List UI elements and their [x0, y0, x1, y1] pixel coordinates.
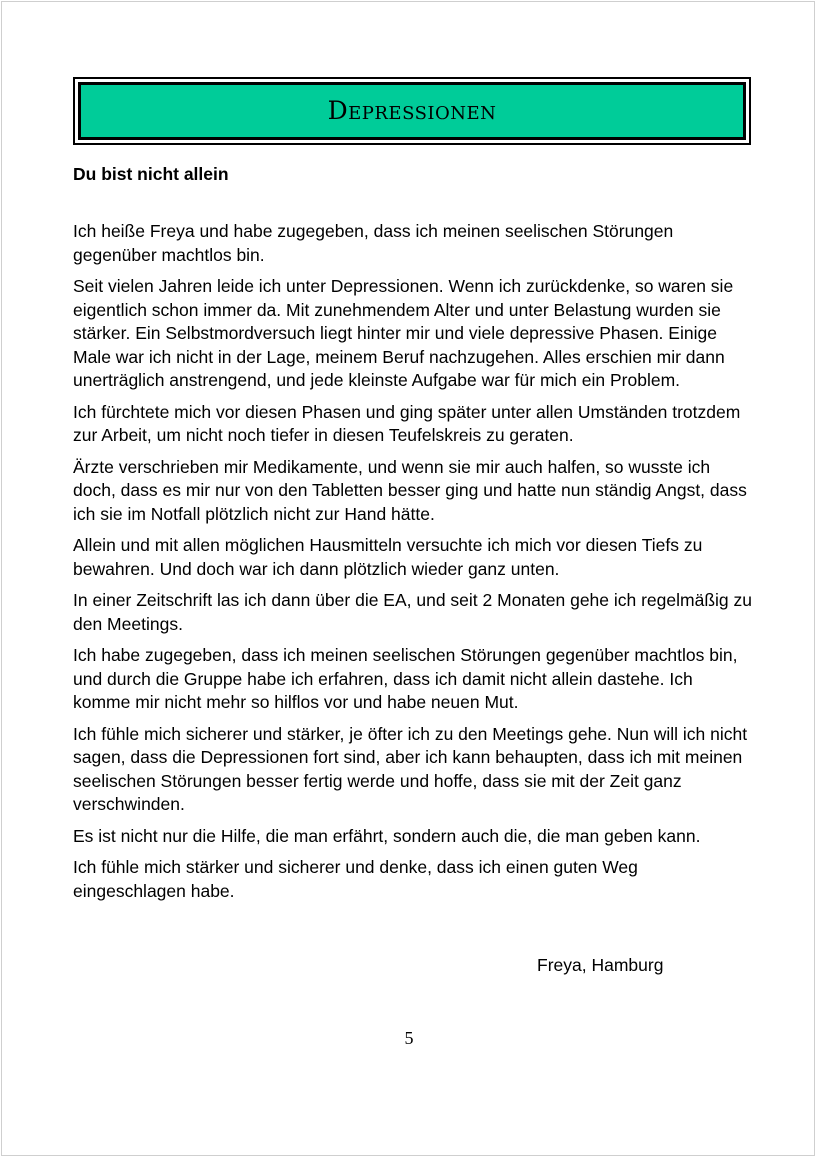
- title-frame: [73, 77, 751, 145]
- paragraph-2: Seit vielen Jahren leide ich unter Depressionen. Wenn ich zurückdenke, so waren sie eigentlich schon immer da. Mit zunehmendem Alter und unter Belastung wurden sie stärker. Ein Selbstmordversuch liegt hinter mir und viele depressive Phasen. Einige Male war ich nicht in der Lage, meinem Beruf nachzugehen. Alles erschien mir dann unerträglich anstrengend, und jede kleinste Aufgabe war für mich ein Problem.: [73, 276, 734, 390]
- document-page: [1, 1, 815, 1156]
- paragraph-7: Ich habe zugegeben, dass ich meinen seelischen Störungen gegenüber machtlos bin, und durch die Gruppe habe ich erfahren, dass ich damit nicht allein dastehe. Ich komme mir nicht mehr so hilflos vor und habe neuen Mut.: [73, 645, 738, 712]
- paragraph-3: Ich fürchtete mich vor diesen Phasen und ging später unter allen Umständen trotzdem zur Arbeit, um nicht noch tiefer in diesen Teufelskreis zu geraten.: [73, 401, 741, 445]
- article-body: [73, 220, 753, 911]
- page-title: Depressionen: [327, 95, 497, 125]
- paragraph-4: Ärzte verschrieben mir Medikamente, und wenn sie mir auch halfen, so wusste ich doch, dass es mir nur von den Tabletten besser ging und hatte nun ständig Angst, dass ich sie im Notfall plötzlich nicht zur Hand hätte.: [73, 456, 747, 524]
- paragraph-5: Allein und mit allen möglichen Hausmitteln versuchte ich mich vor diesen Tiefs zu bewahren. Und doch war ich dann plötzlich wieder ganz unten.: [73, 535, 703, 579]
- paragraph-9: Es ist nicht nur die Hilfe, die man erfährt, sondern auch die, die man geben kann.: [73, 825, 701, 846]
- article-subtitle: Du bist nicht allein: [73, 164, 229, 184]
- author-signature: Freya, Hamburg: [537, 955, 664, 975]
- title-box: [79, 83, 745, 139]
- paragraph-8: Ich fühle mich sicherer und stärker, je öfter ich zu den Meetings gehe. Nun will ich nicht sagen, dass die Depressionen fort sind, aber ich kann behaupten, dass ich mit meinen seelischen Störungen besser fertig werde und hoffe, dass sie mit der Zeit ganz verschwinden.: [73, 723, 748, 814]
- paragraph-6: In einer Zeitschrift las ich dann über die EA, und seit 2 Monaten gehe ich regelmäßig zu den Meetings.: [73, 590, 752, 634]
- page-number: 5: [404, 1028, 414, 1048]
- paragraph-10: Ich fühle mich stärker und sicherer und denke, dass ich einen guten Weg eingeschlagen habe.: [73, 857, 638, 901]
- paragraph-1: Ich heiße Freya und habe zugegeben, dass ich meinen seelischen Störungen gegenüber machtlos bin.: [73, 221, 674, 265]
